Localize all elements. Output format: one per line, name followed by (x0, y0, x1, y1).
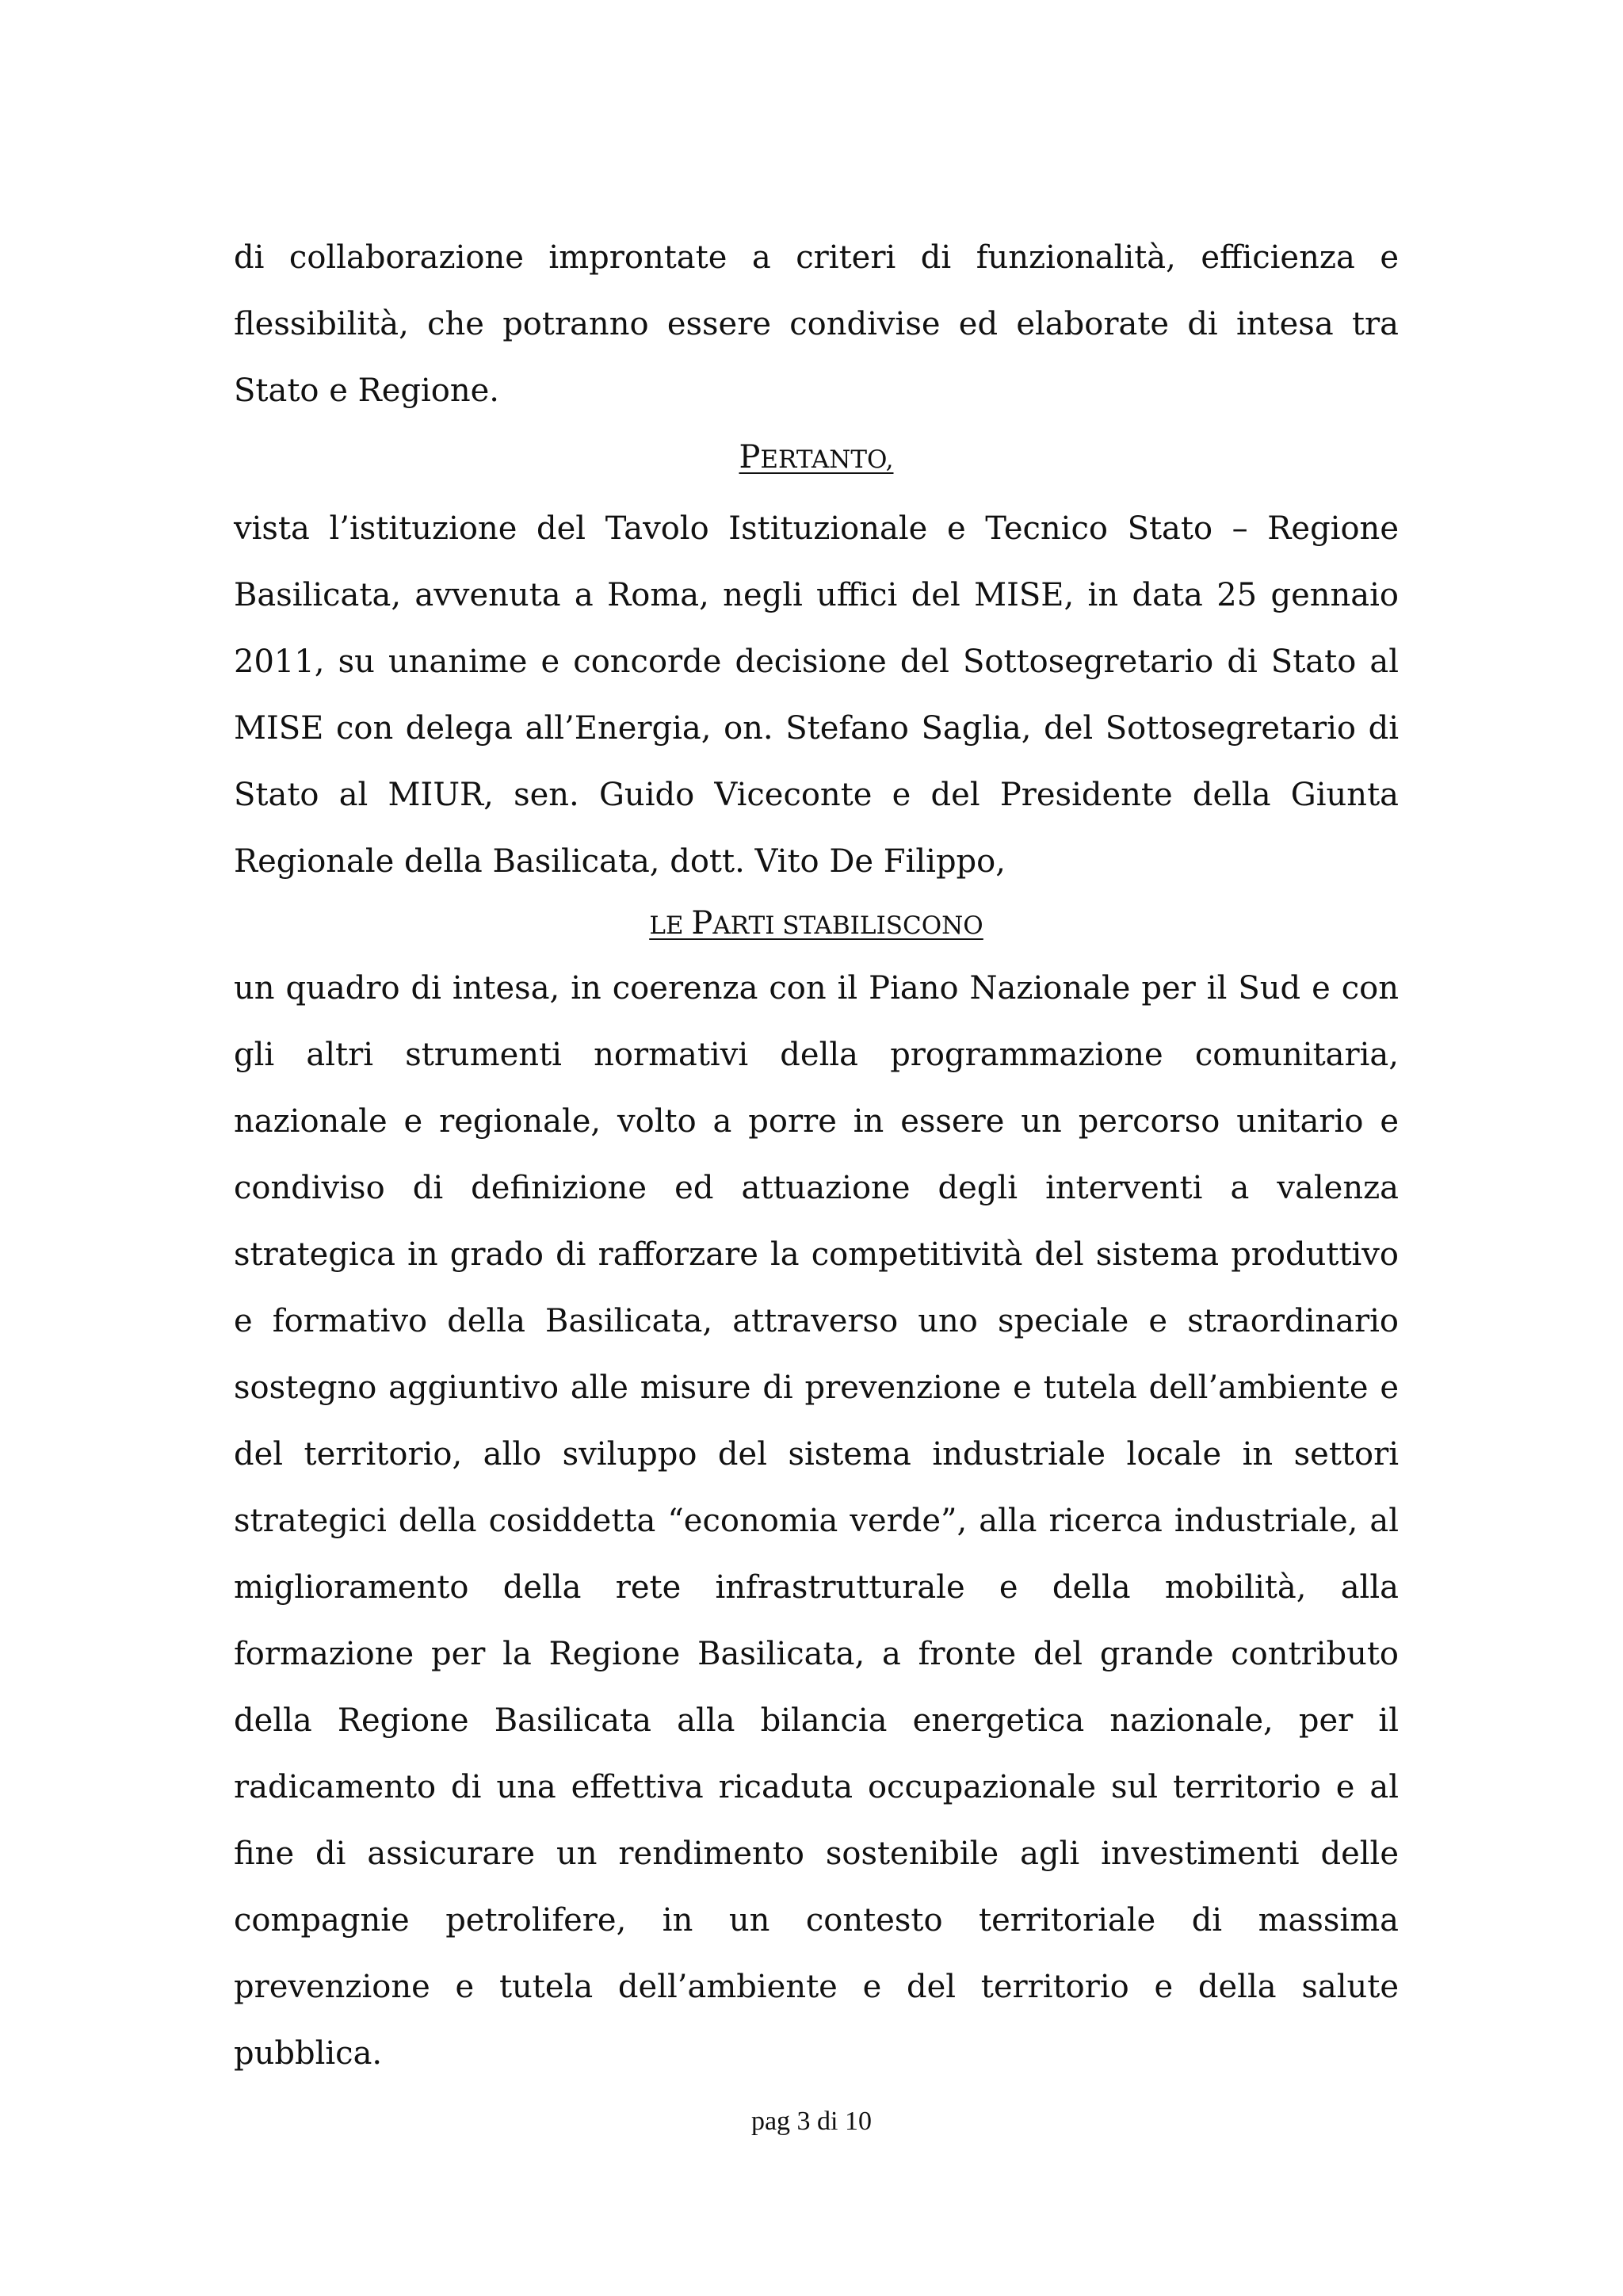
heading-pertanto-text (739, 439, 894, 476)
paragraph-vista: vista l’istituzione del Tavolo Istituzionale e Tecnico Stato – Regione Basilicata, avvenuta a Roma, negli uffici del MISE, in data 25 gennaio 2011, su unanime e concorde decisione del Sottosegretario di Stato al MISE con delega all’Energia, on. Stefano Saglia, del Sottosegretario di Stato al MIUR, sen. Guido Viceconte e del Presidente della Giunta Regionale della Basilicata, dott. Vito De Filippo, (234, 510, 1399, 880)
heading-le-parti-rest: ARTI STABILISCONO (712, 911, 983, 940)
paragraph-continuation: di collaborazione improntate a criteri di funzionalità, efficienza e flessibilità, che potranno essere condivise ed elaborate di intesa tra Stato e Regione. (234, 239, 1399, 409)
heading-pertanto (234, 437, 1399, 479)
heading-pertanto-initial: P (739, 439, 761, 476)
page-number: pag 3 di 10 (750, 2107, 873, 2136)
heading-le-parti-text (649, 905, 983, 942)
paragraph-quadro-di-intesa: un quadro di intesa, in coerenza con il Piano Nazionale per il Sud e con gli altri strumenti normativi della programmazione comunitaria, nazionale e regionale, volto a porre in essere un percorso unitario e condiviso di definizione ed attuazione degli interventi a valenza strategica in grado di rafforzare la competitività del sistema produttivo e formativo della Basilicata, attraverso uno speciale e straordinario sostegno aggiuntivo alle misure di prevenzione e tutela dell’ambiente e del territorio, allo sviluppo del sistema industriale locale in settori strategici della cosiddetta “economia verde”, alla ricerca industriale, al miglioramento della rete infrastrutturale e della mobilità, alla formazione per la Regione Basilicata, a fronte del grande contributo della Regione Basilicata alla bilancia energetica nazionale, per il radicamento di una effettiva ricaduta occupazionale sul territorio e al fine di assicurare un rendimento sostenibile agli investimenti delle compagnie petrolifere, in un contesto territoriale di massima prevenzione e tutela dell’ambiente e del territorio e della salute pubblica. (234, 970, 1399, 2072)
heading-pertanto-rest: ERTANTO, (760, 445, 894, 474)
heading-le-parti-prefix: LE (649, 911, 692, 940)
heading-le-parti (234, 904, 1399, 946)
heading-le-parti-initial: P (691, 905, 713, 942)
